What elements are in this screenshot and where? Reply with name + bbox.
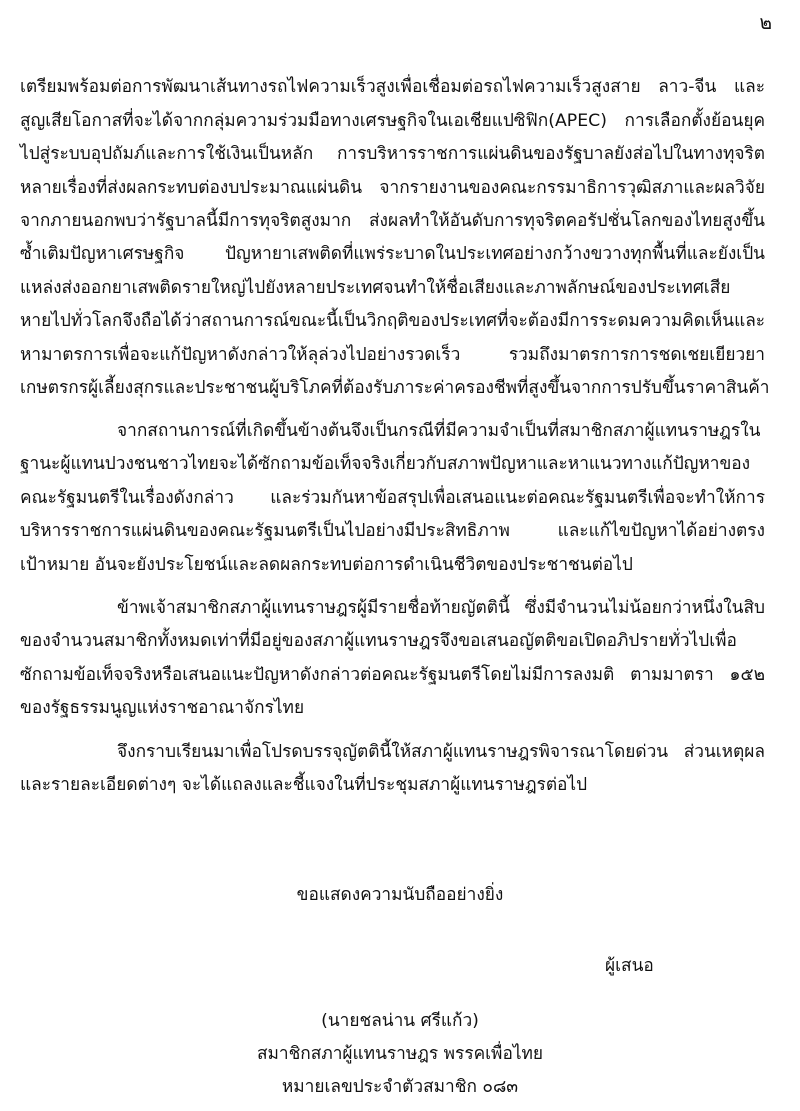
paragraph-2-line [20, 453, 765, 475]
word: การเลือกตั้งย้อนยุค [624, 111, 765, 131]
word: เตรียมพร้อมต่อการพัฒนาเส้นทางรถไฟความเร็วสูงเพื่อเชื่อมต่อรถไฟความเร็วสูงสาย [20, 77, 641, 97]
word: ปัญหายาเสพติดที่แพร่ระบาดในประเทศอย่างกว้างขวางทุกพื้นที่และยังเป็น [225, 244, 765, 264]
word: คณะรัฐมนตรีในเรื่องดังกล่าว [20, 488, 234, 508]
word: และแก้ไขปัญหาได้อย่างตรง [557, 521, 765, 541]
signer-name: (นายชลน่าน ศรีแก้ว) [321, 1011, 479, 1031]
paragraph-1-line [20, 210, 765, 232]
word: บริหารราชการแผ่นดินของคณะรัฐมนตรีเป็นไปอย่างมีประสิทธิภาพ [20, 521, 510, 541]
word: หลายเรื่องที่ส่งผลกระทบต่องบประมาณแผ่นดิน [20, 178, 363, 198]
paragraph-3-line [20, 664, 765, 686]
word: หามาตรการเพื่อจะแก้ปัญหาดังกล่าวให้ลุล่วงไปอย่างรวดเร็ว [20, 345, 461, 365]
member-id: หมายเลขประจำตัวสมาชิก ๐๘๓ [281, 1077, 519, 1097]
word: จึงถือได้ว่าสถานการณ์ขณะนี้เป็นวิกฤติของประเทศที่จะต้องมีการระดมความคิดเห็นและ [122, 311, 766, 331]
paragraph-1-line: เกษตรกรผู้เลี้ยงสุกรและประชาชนผู้บริโภคที่ต้องรับภาระค่าครองชีพที่สูงขึ้นจากการปรับขึ้นราคาสินค้า [20, 378, 770, 398]
word: ลาว-จีน [658, 77, 717, 97]
page-number: ๒ [759, 12, 772, 34]
word: แหล่งส่งออกยาเสพติดรายใหญ่ไปยังหลายประเทศจนทำให้ชื่อเสียงและภาพลักษณ์ของประเทศเสีย [20, 278, 731, 298]
word: หายไปทั่วโลก [20, 311, 123, 331]
paragraph-1-line [20, 143, 765, 165]
paragraph-3-line [117, 597, 765, 619]
word: ของจำนวนสมาชิกทั้งหมดเท่าที่มีอยู่ของสภาผู้แทนราษฎรจึงขอเสนอญัตติขอเปิดอภิปรายทั่วไปเพื่อ [20, 631, 737, 651]
paragraph-1-line [20, 344, 765, 366]
paragraph-1-line [20, 277, 765, 299]
closing-salutation: ขอแสดงความนับถืออย่างยิ่ง [296, 885, 504, 905]
word: สูญเสียโอกาสที่จะได้จากกลุ่มความร่วมมือทางเศรษฐกิจในเอเชียแปซิฟิก(APEC) [20, 111, 607, 131]
word: ตามมาตรา [630, 665, 714, 685]
paragraph-1-line [20, 110, 765, 132]
proposer-label: ผู้เสนอ [605, 956, 654, 976]
paragraph-2-line [117, 420, 765, 442]
paragraph-2-line: เป้าหมาย อันจะยังประโยชน์และลดผลกระทบต่อการดำเนินชีวิตของประชาชนต่อไป [20, 555, 633, 575]
signer-position: สมาชิกสภาผู้แทนราษฎร พรรคเพื่อไทย [256, 1044, 544, 1064]
paragraph-2-line [20, 487, 765, 509]
word: จากรายงานของคณะกรรมาธิการวุฒิสภาและผลวิจัย [379, 178, 765, 198]
word: ๑๕๒ [729, 665, 765, 685]
word: ไปสู่ระบบอุปถัมภ์และการใช้เงินเป็นหลัก [20, 144, 314, 164]
word: ซ้ำเติมปัญหาเศรษฐกิจ [20, 244, 185, 264]
word: ข้าพเจ้าสมาชิกสภาผู้แทนราษฎรผู้มีรายชื่อท้ายญัตตินี้ [117, 598, 510, 618]
paragraph-1-line [20, 310, 765, 332]
word: จึงกราบเรียนมาเพื่อโปรดบรรจุญัตตินี้ให้สภาผู้แทนราษฎรพิจารณาโดยด่วน [117, 742, 669, 762]
paragraph-4-line: และรายละเอียดต่างๆ จะได้แถลงและชี้แจงในที่ประชุมสภาผู้แทนราษฎรต่อไป [20, 775, 588, 795]
paragraph-1-line [20, 76, 765, 98]
paragraph-1-line [20, 243, 765, 265]
paragraph-3-line [20, 630, 765, 652]
word: จากภายนอกพบว่ารัฐบาลนี้มีการทุจริตสูงมาก [20, 211, 352, 231]
word: ฐานะผู้แทนปวงชนชาวไทยจะได้ซักถามข้อเท็จจริงเกี่ยวกับสภาพปัญหาและหาแนวทางแก้ปัญหาของ [20, 454, 751, 474]
word: ซักถามข้อเท็จจริงหรือเสนอแนะปัญหาดังกล่าวต่อคณะรัฐมนตรีโดยไม่มีการลงมติ [20, 665, 615, 685]
word: จากสถานการณ์ที่เกิดขึ้นข้างต้นจึงเป็นกรณีที่มีความจำเป็นที่สมาชิกสภาผู้แทนราษฎรใน [117, 421, 761, 441]
paragraph-1-line [20, 177, 765, 199]
paragraph-3-line: ของรัฐธรรมนูญแห่งราชอาณาจักรไทย [20, 698, 305, 718]
paragraph-2-line [20, 520, 765, 542]
word: รวมถึงมาตรการการชดเชยเยียวยา [508, 345, 765, 365]
word: และ [733, 77, 765, 97]
word: การบริหารราชการแผ่นดินของรัฐบาลยังส่อไปในทางทุจริต [336, 144, 765, 164]
word: ส่งผลทำให้อันดับการทุจริตคอรัปชั่นโลกของไทยสูงขึ้น [368, 211, 765, 231]
word: และร่วมกันหาข้อสรุปเพื่อเสนอแนะต่อคณะรัฐมนตรีเพื่อจะทำให้การ [270, 488, 765, 508]
word: ส่วนเหตุผล [683, 742, 765, 762]
word: ซึ่งมีจำนวนไม่น้อยกว่าหนึ่งในสิบ [524, 598, 765, 618]
paragraph-4-line [117, 741, 765, 763]
